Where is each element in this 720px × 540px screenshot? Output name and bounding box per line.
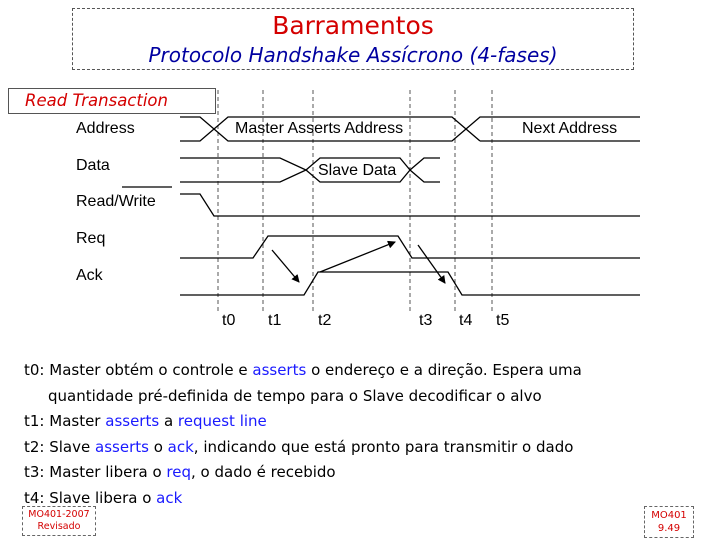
note-t3: t3: Master libera o req, o dado é recebido [24,463,336,481]
arrow-ack-to-req [320,242,395,272]
bus-label-next-address: Next Address [522,120,618,137]
signal-label-req: Req [76,230,106,247]
notes-block [24,358,704,511]
bus-label-slave-data: Slave Data [318,162,397,179]
footer-course-badge [22,506,96,536]
time-label-t5: t5 [496,312,510,329]
arrow-req-release [418,245,445,283]
slide-subtitle: Protocolo Handshake Assícrono (4-fases) [148,43,558,67]
time-label-t2: t2 [318,312,332,329]
signal-label-address: Address [76,120,135,137]
note-t0: t0: Master obtém o controle e asserts o endereço e a direção. Espera uma [24,361,582,379]
footer-course: MO401-2007 [28,509,90,520]
signal-label-data: Data [76,157,110,174]
footer-slide-number [644,506,694,538]
data-bus-idle [180,158,306,182]
arrow-req-to-ack [272,250,299,282]
time-label-t0: t0 [222,312,236,329]
time-label-t4: t4 [459,312,473,329]
data-bus-release [410,158,440,182]
note-t0-continued: quantidade pré-definida de tempo para o Slave decodificar o alvo [48,386,542,405]
note-t2: t2: Slave asserts o ack, indicando que está pronto para transmitir o dado [24,437,574,456]
slide-title: Barramentos [272,11,434,40]
transaction-label: Read Transaction [8,88,216,114]
footer-course-code: MO401 [651,510,687,521]
time-label-t3: t3 [419,312,433,329]
bus-label-master-address: Master Asserts Address [235,120,404,137]
signal-label-ack: Ack [76,267,103,284]
address-bus-idle [180,117,214,141]
note-t1: t1: Master asserts a request line [24,412,267,430]
footer-page: 9.49 [657,523,681,534]
note-t4: t4: Slave libera o ack [24,488,183,507]
signal-label-read-write: Read/Write [76,193,156,210]
footer-revised: Revisado [37,521,81,532]
time-label-t1: t1 [268,312,282,329]
